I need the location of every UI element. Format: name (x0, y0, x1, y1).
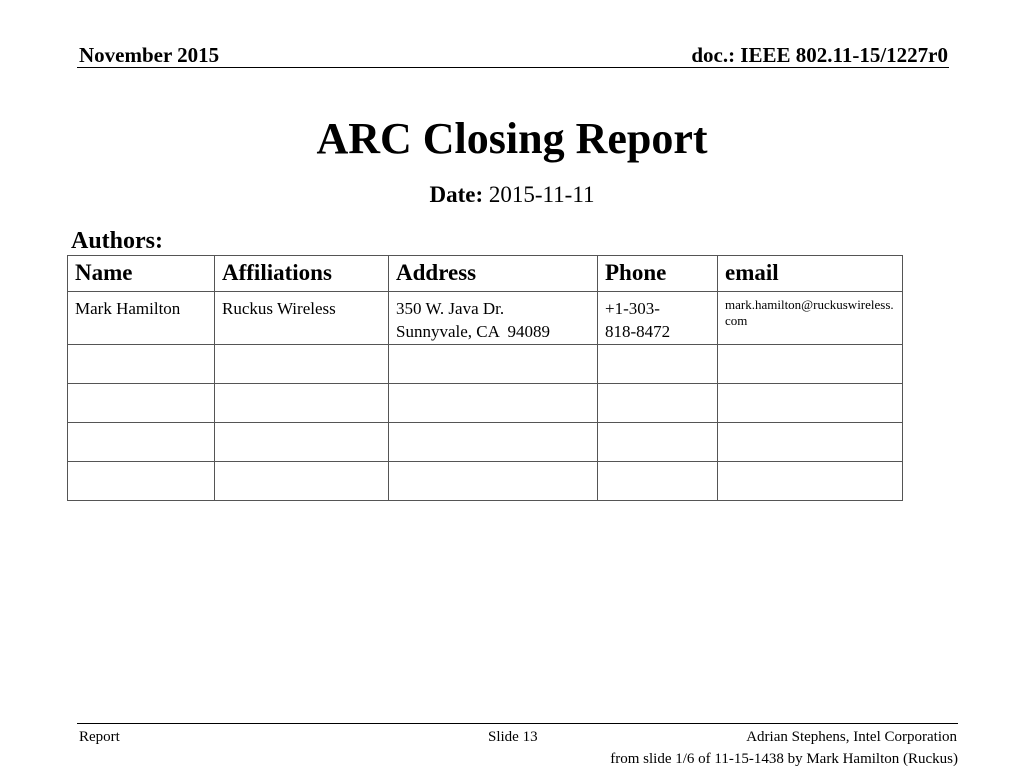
slide-title: ARC Closing Report (316, 114, 708, 163)
empty-cell (389, 384, 598, 423)
empty-cell (598, 345, 718, 384)
table-row (68, 345, 903, 384)
footer-author: Adrian Stephens, Intel Corporation (746, 729, 957, 745)
empty-cell (598, 423, 718, 462)
empty-cell (598, 384, 718, 423)
table-row (68, 462, 903, 501)
empty-cell (68, 384, 215, 423)
empty-cell (598, 462, 718, 501)
empty-cell (215, 384, 389, 423)
phone-line-2: 818-8472 (605, 322, 671, 341)
address-line-2: Sunnyvale, CA 94089 (396, 322, 550, 341)
empty-cell (718, 462, 903, 501)
column-header-affiliations: Affiliations (215, 256, 389, 292)
column-header-email: email (718, 256, 903, 292)
table-row (68, 423, 903, 462)
author-email-cell: mark.hamilton@ruckuswireless.com (718, 292, 903, 345)
footer-divider (77, 723, 958, 724)
date-label: Date: (429, 182, 484, 207)
date-line (0, 180, 1024, 210)
empty-cell (718, 384, 903, 423)
author-name-cell: Mark Hamilton (68, 292, 215, 345)
header-date: November 2015 (79, 43, 220, 67)
footer-slide-number: Slide 13 (488, 729, 538, 745)
author-affiliation-cell: Ruckus Wireless (215, 292, 389, 345)
empty-cell (389, 462, 598, 501)
column-header-address: Address (389, 256, 598, 292)
authors-label: Authors: (71, 228, 164, 254)
empty-cell (389, 423, 598, 462)
empty-cell (718, 345, 903, 384)
empty-cell (215, 345, 389, 384)
empty-cell (68, 462, 215, 501)
column-header-name: Name (68, 256, 215, 292)
address-line-1: 350 W. Java Dr. (396, 299, 505, 318)
empty-cell (389, 345, 598, 384)
footer-source-note: from slide 1/6 of 11-15-1438 by Mark Hamilton (Ruckus) (610, 751, 958, 767)
empty-cell (215, 423, 389, 462)
author-address-cell (389, 292, 598, 345)
empty-cell (68, 423, 215, 462)
phone-line-1: +1-303- (605, 299, 660, 318)
authors-table (67, 255, 903, 501)
header-divider (77, 67, 949, 68)
table-header-row (68, 256, 903, 292)
empty-cell (718, 423, 903, 462)
footer-report-label: Report (79, 729, 120, 745)
empty-cell (68, 345, 215, 384)
author-phone-cell (598, 292, 718, 345)
header-doc-id: doc.: IEEE 802.11-15/1227r0 (691, 43, 948, 67)
column-header-phone: Phone (598, 256, 718, 292)
empty-cell (215, 462, 389, 501)
date-value: 2015-11-11 (488, 182, 595, 207)
table-row (68, 384, 903, 423)
table-row (68, 292, 903, 345)
